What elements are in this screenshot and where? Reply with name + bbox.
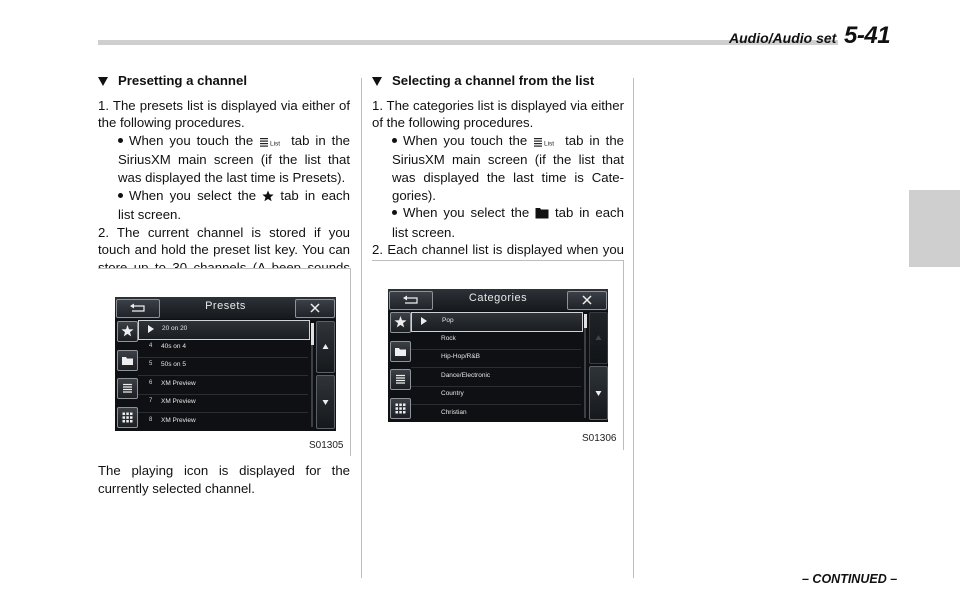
section-title: Audio/Audio set xyxy=(729,30,837,46)
bullet-icon xyxy=(392,210,397,215)
close-icon xyxy=(296,300,334,317)
channel-name: XM Preview xyxy=(161,379,196,387)
list-tab-button[interactable] xyxy=(390,369,411,390)
direct-tune-tab-button[interactable] xyxy=(117,407,138,428)
list-tab-text: List xyxy=(270,140,281,147)
list-item[interactable] xyxy=(411,405,581,422)
channel-name: Christian xyxy=(441,409,467,416)
star-icon xyxy=(118,322,137,341)
screen-titlebar xyxy=(388,289,608,311)
channel-name: Pop xyxy=(442,317,454,324)
left-heading: Presetting a channel xyxy=(98,72,350,90)
category-tab-button[interactable] xyxy=(117,350,138,371)
list-tab-icon xyxy=(259,134,285,152)
preset-number: 8 xyxy=(149,417,153,423)
list-item[interactable] xyxy=(138,357,308,376)
keypad-icon xyxy=(118,408,137,427)
presets-figure xyxy=(98,268,351,456)
continued-label: – CONTINUED – xyxy=(802,572,898,586)
column-divider-right xyxy=(633,78,634,578)
list-item[interactable] xyxy=(138,376,308,395)
scrollbar-thumb[interactable] xyxy=(311,323,314,345)
section-marker-icon xyxy=(372,77,382,86)
preset-number: 6 xyxy=(149,379,153,386)
close-button[interactable] xyxy=(567,291,607,310)
list-icon xyxy=(391,370,410,389)
categories-figure xyxy=(372,260,624,450)
preset-number: 7 xyxy=(149,398,153,405)
category-tab-button[interactable] xyxy=(390,341,411,362)
right-column xyxy=(372,72,624,277)
arrow-up-icon xyxy=(317,322,334,372)
close-button[interactable] xyxy=(295,299,335,318)
channel-name: Dance/Electronic xyxy=(441,371,491,379)
screen-title: Presets xyxy=(205,300,246,312)
channel-name: Hip-Hop/R&B xyxy=(441,353,481,361)
left-bullet-1: When you touch the List tab in the SiriusXM main screen (if the list that was displayed the last time is Presets). xyxy=(118,132,350,185)
preset-number: 5 xyxy=(149,361,153,368)
folder-icon xyxy=(391,342,410,361)
right-step-2: 2. Each channel list is displayed when you xyxy=(372,242,624,258)
bullet-icon xyxy=(118,138,123,143)
list-item[interactable] xyxy=(138,413,308,431)
preset-number: 4 xyxy=(149,342,153,349)
channel-name: 50s on 5 xyxy=(161,361,186,369)
playing-icon xyxy=(421,317,427,325)
channel-name: Country xyxy=(441,390,464,398)
list-item[interactable] xyxy=(411,331,581,350)
left-column xyxy=(98,72,350,294)
list-tab-button[interactable] xyxy=(117,378,138,399)
channel-name: 40s on 4 xyxy=(161,342,186,350)
playing-icon xyxy=(148,325,154,333)
left-step-2: 2. The current channel is stored if you touch and hold the preset list key. You can xyxy=(98,224,350,258)
list-item[interactable] xyxy=(411,368,581,387)
star-icon xyxy=(262,189,274,207)
channel-name: XM Preview xyxy=(161,417,196,424)
right-step-1: 1. The categories list is displayed via either of the following procedures. xyxy=(372,97,624,131)
page-number: 5-41 xyxy=(844,22,891,49)
bullet-icon xyxy=(392,138,397,143)
right-bullet-1: When you touch the List tab in the SiriusXM main screen (if the list that was displayed the last time is Cate- gories). xyxy=(392,132,624,203)
arrow-up-icon xyxy=(590,313,607,363)
categories-screen xyxy=(388,289,608,422)
list-icon xyxy=(118,379,137,398)
bullet-icon xyxy=(118,193,123,198)
chapter-thumb-tab xyxy=(909,190,960,267)
star-icon xyxy=(391,313,410,332)
presets-screen xyxy=(115,297,336,431)
arrow-down-icon xyxy=(317,376,334,428)
folder-icon xyxy=(118,351,137,370)
list-item[interactable] xyxy=(411,349,581,368)
scroll-track xyxy=(584,314,586,418)
close-icon xyxy=(568,292,606,309)
keypad-icon xyxy=(391,399,410,418)
presets-tab-button[interactable] xyxy=(117,321,138,342)
left-bullet-2: When you select the tab in each list screen. xyxy=(118,187,350,223)
presets-tab-button[interactable] xyxy=(390,312,411,333)
scroll-down-button[interactable] xyxy=(589,366,608,420)
direct-tune-tab-button[interactable] xyxy=(390,398,411,419)
channel-name: 20 on 20 xyxy=(162,325,188,332)
screen-title: Categories xyxy=(468,292,528,304)
arrow-down-icon xyxy=(590,367,607,419)
list-item[interactable] xyxy=(138,320,310,340)
channel-name: XM Preview xyxy=(161,398,196,406)
right-bullet-2: When you select the tab in each list screen. xyxy=(392,205,624,240)
header-rule xyxy=(98,40,838,45)
list-item[interactable] xyxy=(138,394,308,413)
section-marker-icon xyxy=(98,77,108,86)
scroll-up-button[interactable] xyxy=(589,312,608,364)
list-item[interactable] xyxy=(138,339,308,358)
column-divider xyxy=(361,78,362,578)
channel-name: Rock xyxy=(441,334,456,342)
list-item[interactable] xyxy=(411,386,581,405)
list-item[interactable] xyxy=(411,312,583,332)
figure-id: S01305 xyxy=(309,440,344,451)
scrollbar-thumb[interactable] xyxy=(584,314,587,328)
folder-icon xyxy=(535,206,549,224)
list-tab-text: List xyxy=(544,140,555,147)
screen-titlebar xyxy=(115,297,336,319)
left-caption: The playing icon is displayed for the currently selected channel. xyxy=(98,463,350,496)
left-step-1: 1. The presets list is displayed via either of the following procedures. xyxy=(98,97,350,131)
figure-id: S01306 xyxy=(582,433,617,444)
scroll-up-button[interactable] xyxy=(316,321,335,373)
scroll-down-button[interactable] xyxy=(316,375,335,429)
right-heading: Selecting a channel from the list xyxy=(372,72,624,90)
list-tab-icon xyxy=(533,134,559,152)
